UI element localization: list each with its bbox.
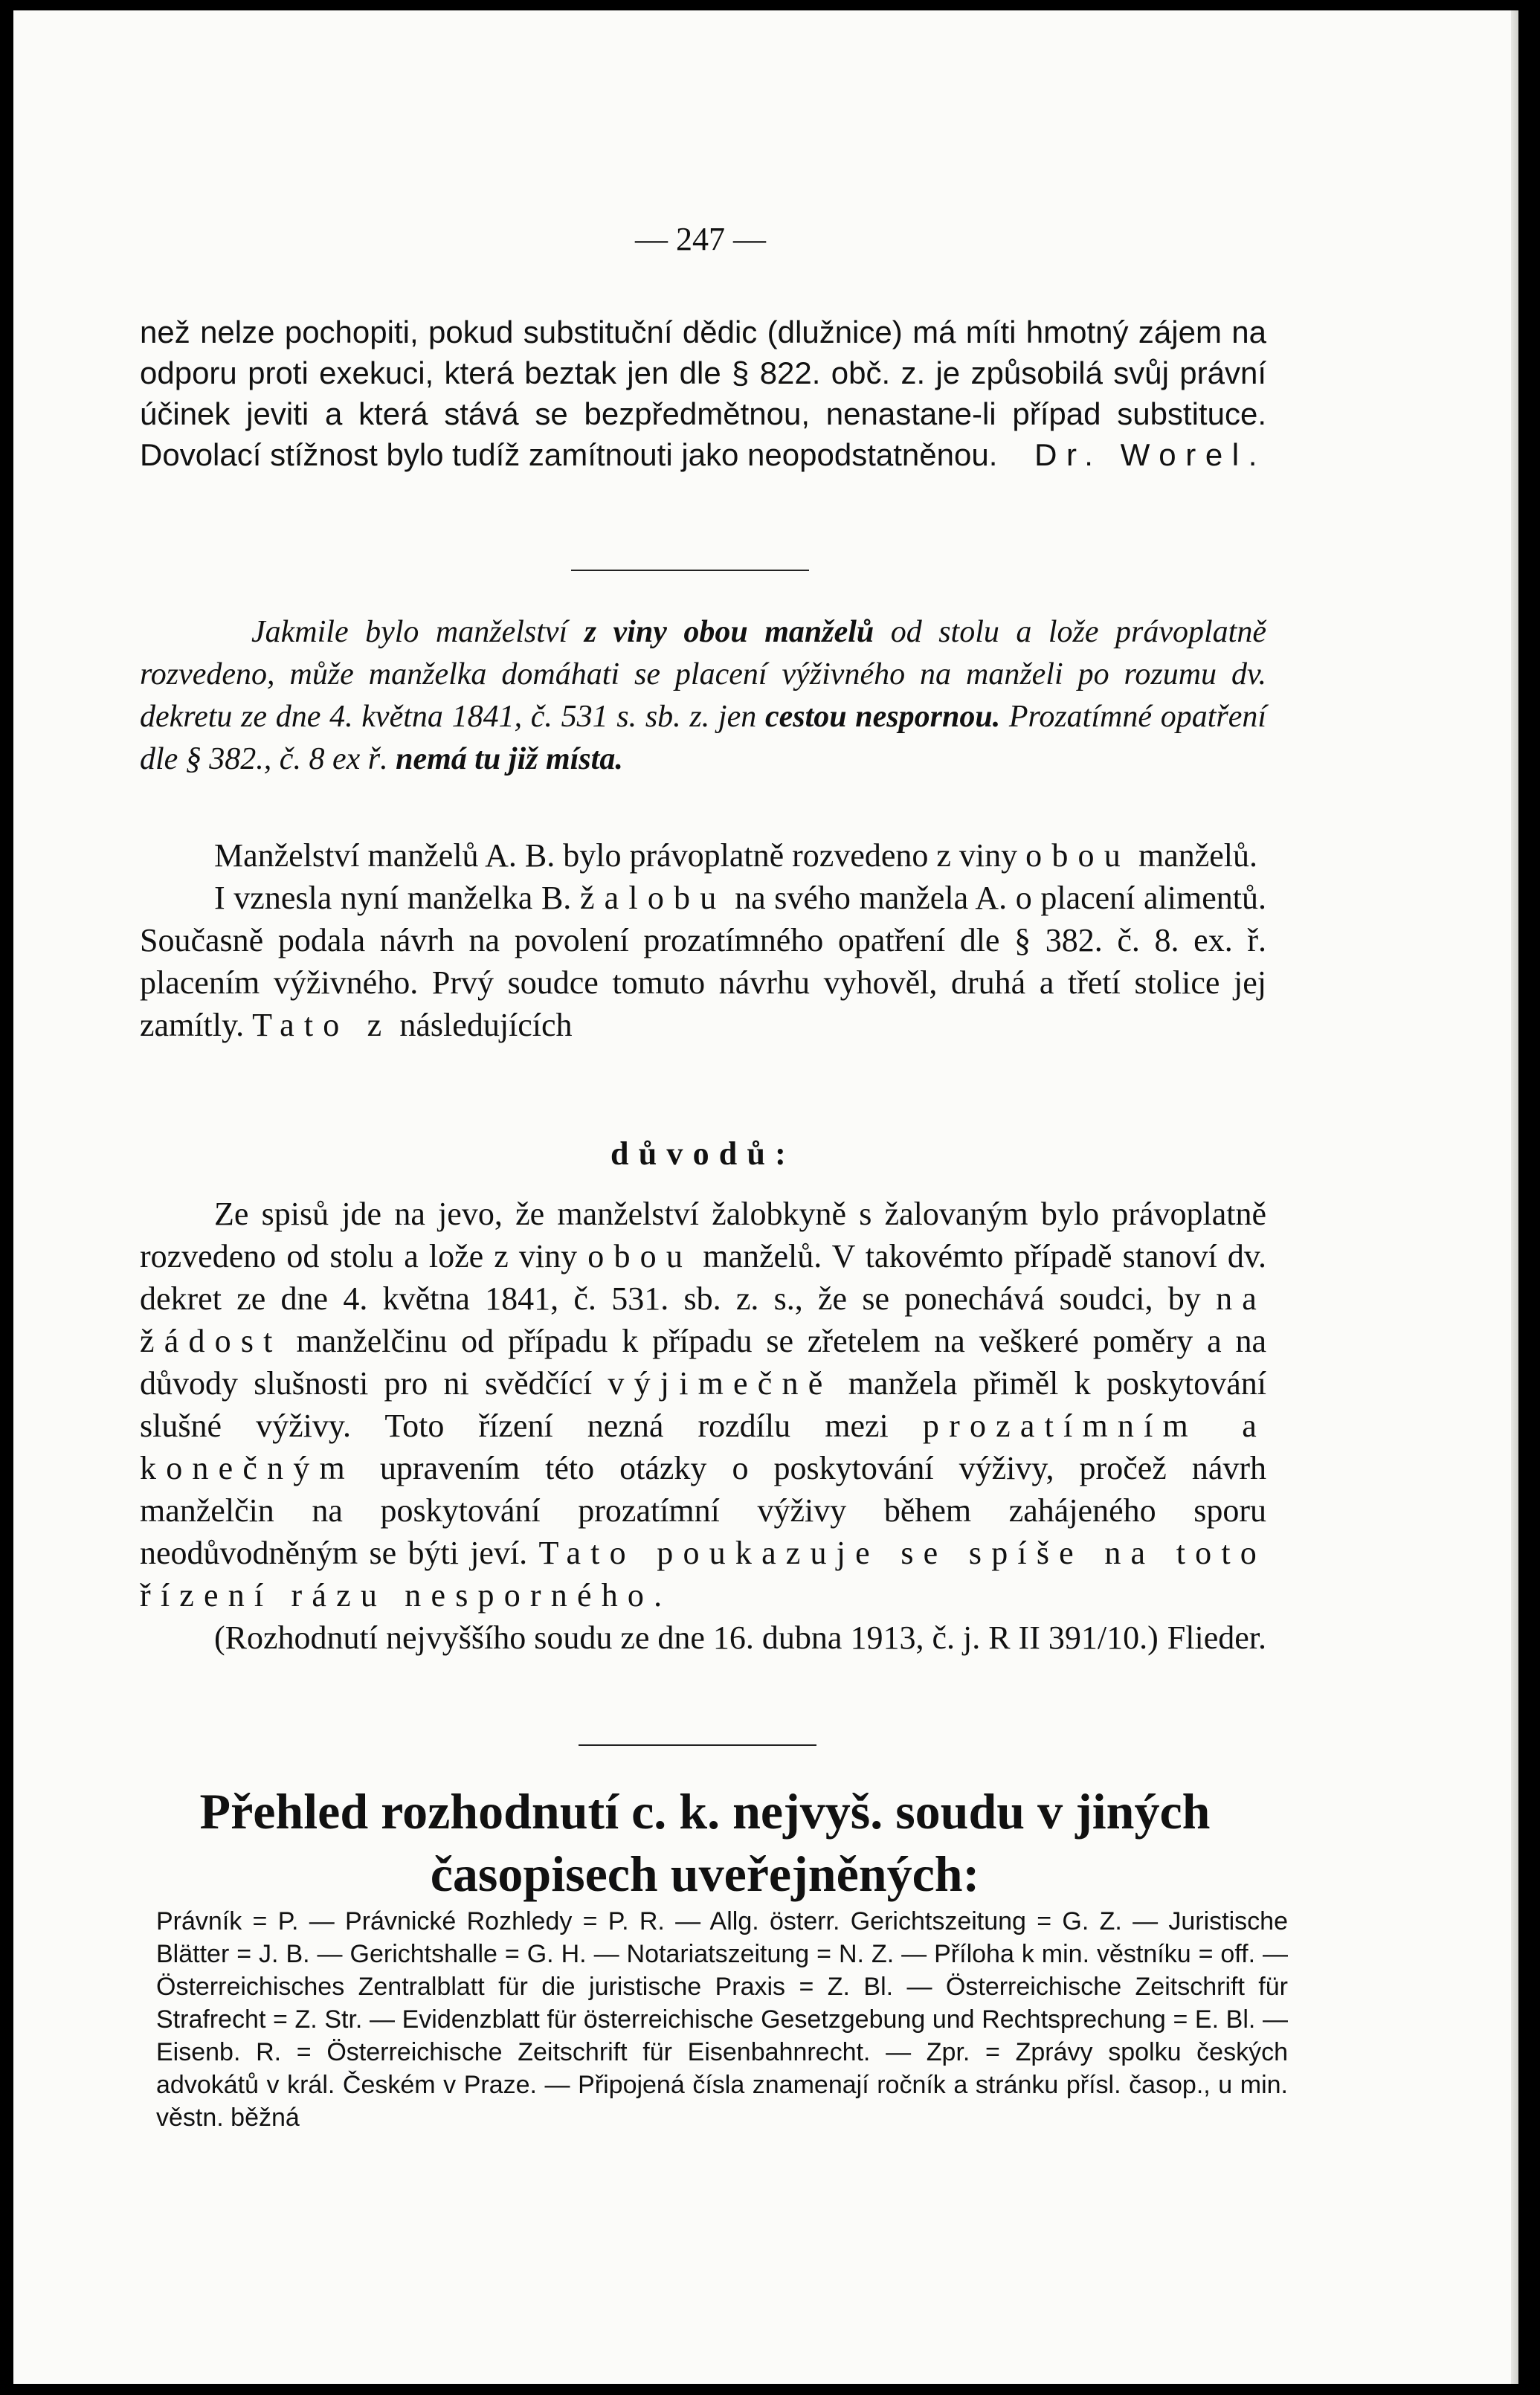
paragraph-facts-2: I vznesla nyní manželka B. žalobu na svého manžela A. o placení alimentů. Současně podala návrh na povolení prozatímného opatření dle § 382. č. 8. ex. ř. placením výživného. Prvý soudce tomuto návrhu vyhověl, druhá a třetí stolice jej zamítly. Tato z následujících xyxy=(140,880,1266,1043)
summary-block xyxy=(140,611,1266,781)
paragraph-top: než nelze pochopiti, pokud substituční dědic (dlužnice) má míti hmotný zájem na odporu proti exekuci, která beztak jen dle § 822. obč. z. je způsobilá svůj právní účinek jeviti a která stává se bezpředmětnou, nenastane-li případ substituce. Dovolací stížnost bylo tudíž zamítnouti jako neopodstatněnou. xyxy=(140,315,1266,472)
document-page xyxy=(13,10,1518,2384)
page-number: — 247 — xyxy=(635,221,766,257)
page-edge xyxy=(1511,10,1518,2384)
paragraph-reasons: Ze spisů jde na jevo, že manželství žalobkyně s žalovaným bylo právoplatně rozvedeno od stolu a lože z viny obou manželů. V takovémto případě stanoví dv. dekret ze dne 4. května 1841, č. 531. sb. z. s., že se ponechává soudci, by na žádost manželčinu od případu k případu se zřetelem na veškeré poměry a na důvody slušnosti pro ni svědčící výjimečně manžela přiměl k poskytování slušné výživy. Toto řízení nezná rozdílu mezi prozatímním a konečným upravením této otázky o poskytování výživy, pročež návrh manželčin na poskytování prozatímní výživy během zahájeného sporu neodůvodněným se býti jeví. Tato poukazuje se spíše na toto řízení rázu nesporného. xyxy=(140,1196,1267,1614)
citation: (Rozhodnutí nejvyššího soudu ze dne 16. dubna 1913, č. j. R II 391/10.) xyxy=(214,1619,1159,1656)
signature-top: Dr. Worel. xyxy=(1034,437,1266,472)
reasons-block xyxy=(140,1193,1266,1659)
section-title: Přehled rozhodnutí c. k. nejvyš. soudu v jiných časopisech uveřejněných: xyxy=(199,1783,1211,1902)
divider-rule xyxy=(571,570,809,571)
facts-block xyxy=(140,834,1266,1046)
divider-rule-2 xyxy=(579,1744,816,1746)
top-paragraph-block xyxy=(140,312,1266,475)
paragraph-facts-1: Manželství manželů A. B. bylo právoplatně rozvedeno z viny obou manželů. xyxy=(214,837,1258,874)
decision-summary: Jakmile bylo manželství z viny obou manželů od stolu a lože právoplatně rozvedeno, může manželka domáhati se placení výživného na manželi po rozumu dv. dekretu ze dne 4. května 1841, č. 531 s. sb. z. jen cestou nespornou. Prozatímné opatření dle § 382., č. 8 ex ř. nemá tu již místa. xyxy=(140,615,1267,776)
abbreviations-list: Právník = P. — Právnické Rozhledy = P. R. — Allg. österr. Gerichtszeitung = G. Z. — Juristische Blätter = J. B. — Gerichtshalle = G. H. — Notariatszeitung = N. Z. — Příloha k min. věstníku = off. — Österreichisches Zentralblatt für die juristische Praxis = Z. Bl. — Österreichische Zeitschrift für Strafrecht = Z. Str. — Evidenzblatt für österreichische Gesetzgebung und Rechtsprechung = E. Bl. — Eisenb. R. = Österreichische Zeitschrift für Eisenbahnrecht. — Zpr. = Zprávy spolku českých advokátů v král. Českém v Praze. — Připojená čísla znamenají ročník a stránku přísl. časop., u min. věstn. běžná xyxy=(156,1907,1288,2132)
abbreviations-block xyxy=(156,1905,1288,2134)
signature-bottom: Flieder. xyxy=(1167,1619,1266,1656)
reasons-heading: důvodů: xyxy=(610,1135,796,1172)
